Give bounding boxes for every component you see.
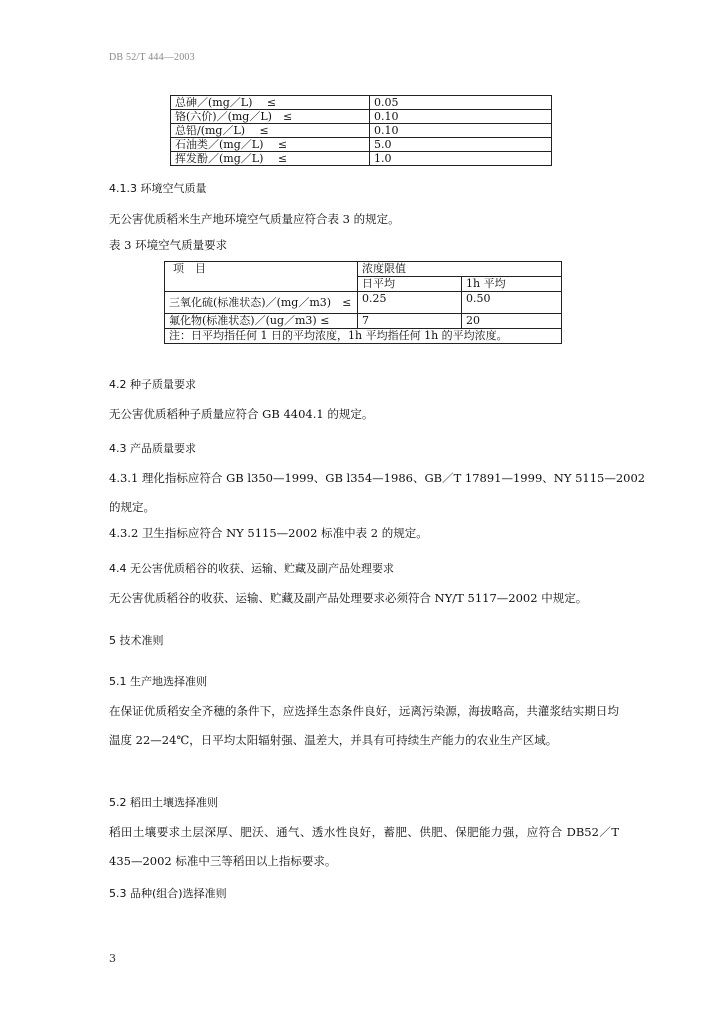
table-cell-item: 铬(六价)／(mg／L) ≤: [171, 110, 370, 124]
table-cell-value: 0.10: [370, 124, 552, 138]
table-row: [165, 314, 562, 329]
section-heading-4-2: 4.2 种子质量要求: [109, 378, 196, 391]
table-cell-item: 总砷／(mg／L) ≤: [171, 96, 370, 110]
table-cell-value: 0.10: [370, 110, 552, 124]
table-cell-item: 石油类／(mg／L) ≤: [171, 138, 370, 152]
paragraph-4-2: 无公害优质稻种子质量应符合 GB 4404.1 的规定。: [109, 407, 374, 421]
table-cell-value: 0.05: [370, 96, 552, 110]
water-quality-table: [170, 95, 552, 166]
section-heading-5-2: 5.2 稻田土壤选择准则: [109, 796, 218, 809]
table-note-row: [165, 329, 562, 344]
paragraph-4-3-2: 4.3.2 卫生指标应符合 NY 5115—2002 标准中表 2 的规定。: [109, 526, 428, 540]
table-header-hourly: 1h 平均: [462, 277, 562, 292]
paragraph-5-1: 在保证优质稻安全齐穗的条件下，应选择生态条件良好，远离污染源，海拔略高，共灌浆结实期日均温度 22—24℃，日平均太阳辐射强、温差大，并具有可持续生产能力的农业生产区域。: [109, 704, 619, 747]
section-heading-5-3: 5.3 品种(组合)选择准则: [109, 887, 227, 900]
table-cell-item: 总铅/(mg／L) ≤: [171, 124, 370, 138]
table-header-row: [165, 262, 562, 277]
table-header-daily: 日平均: [358, 277, 462, 292]
paragraph-5-2: 稻田土壤要求土层深厚、肥沃、通气、透水性良好，蓄肥、供肥、保肥能力强，应符合 DB52／T 435—2002 标准中三等稻田以上指标要求。: [109, 825, 619, 868]
table-cell-hourly: 0.50: [462, 292, 562, 314]
table-row: [171, 138, 552, 152]
table-row: [171, 124, 552, 138]
table-cell-value: 1.0: [370, 152, 552, 166]
paragraph-4-4: 无公害优质稻谷的收获、运输、贮藏及副产品处理要求必须符合 NY/T 5117—2002 中规定。: [109, 591, 588, 605]
doc-header-code: DB 52/T 444—2003: [109, 52, 195, 63]
table-row: [171, 152, 552, 166]
section-heading-4-1-3: 4.1.3 环境空气质量: [109, 182, 207, 195]
table-cell-daily: 0.25: [358, 292, 462, 314]
paragraph-4-3-1-line1: 4.3.1 理化指标应符合 GB l350—1999、GB l354—1986、GB／T 17891—1999、NY 5115—2002: [109, 471, 646, 485]
table-cell-daily: 7: [358, 314, 462, 329]
paragraph-4-3-1-line2: 的规定。: [109, 500, 155, 514]
air-quality-table: [164, 261, 562, 344]
table-cell-item: 挥发酚／(mg／L) ≤: [171, 152, 370, 166]
section-heading-4-4: 4.4 无公害优质稻谷的收获、运输、贮藏及副产品处理要求: [109, 562, 394, 575]
table-note: 注：日平均指任何 1 日的平均浓度，1h 平均指任何 1h 的平均浓度。: [165, 329, 562, 344]
table-cell-hourly: 20: [462, 314, 562, 329]
table-header-item: 项 目: [165, 262, 358, 292]
table-row: [165, 292, 562, 314]
section-heading-5-1: 5.1 生产地选择准则: [109, 675, 207, 688]
page-number: 3: [109, 952, 116, 965]
table-row: [171, 96, 552, 110]
section-heading-5: 5 技术准则: [109, 634, 164, 647]
table-cell-value: 5.0: [370, 138, 552, 152]
table-cell-item: 氟化物(标准状态)／(ug／m3) ≤: [165, 314, 358, 329]
table-header-limit: 浓度限值: [358, 262, 562, 277]
table-caption-3: 表 3 环境空气质量要求: [109, 238, 228, 252]
paragraph-4-1-3: 无公害优质稻米生产地环境空气质量应符合表 3 的规定。: [109, 212, 400, 226]
table-row: [171, 110, 552, 124]
section-heading-4-3: 4.3 产品质量要求: [109, 442, 196, 455]
table-cell-item: 三氧化硫(标准状态)／(mg／m3) ≤: [165, 292, 358, 314]
